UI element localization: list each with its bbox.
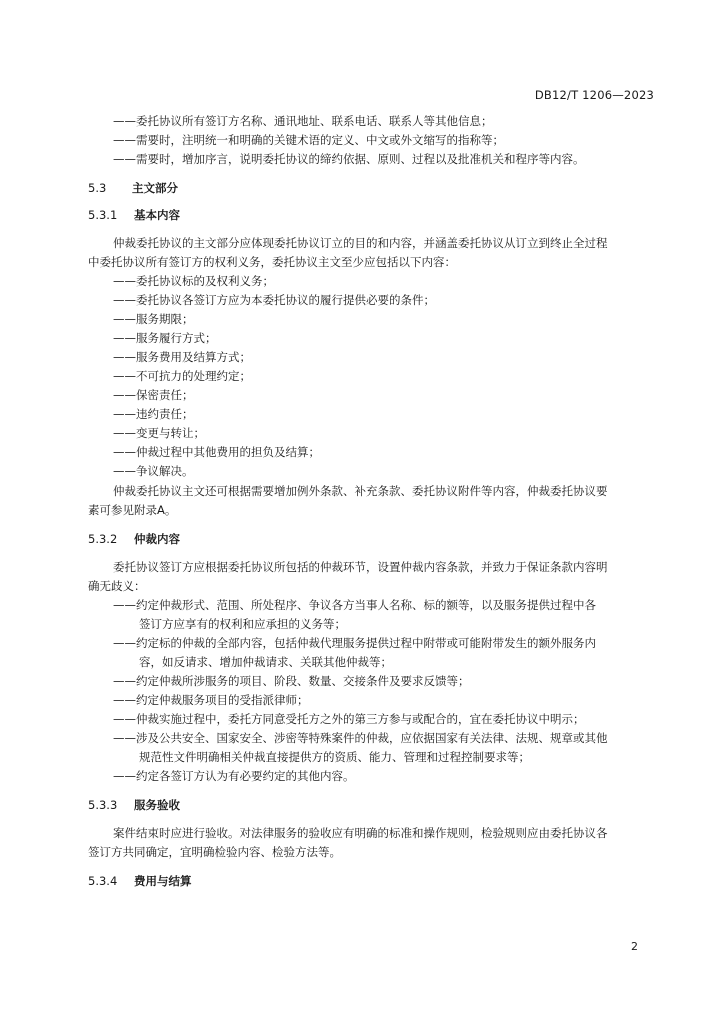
list-item: ——委托协议所有签订方名称、通讯地址、联系电话、联系人等其他信息；: [113, 114, 493, 128]
section-heading-5-3-3: [88, 797, 180, 813]
list-item: ——违约责任；: [113, 407, 194, 421]
paragraph-line: 仲裁委托协议主文还可根据需要增加例外条款、补充条款、委托协议附件等内容，仲裁委托协议要: [113, 484, 608, 498]
list-item: ——需要时，注明统一和明确的关键术语的定义、中文或外文缩写的指称等；: [113, 133, 504, 147]
list-item: ——仲裁过程中其他费用的担负及结算；: [113, 445, 320, 459]
paragraph-line: 委托协议签订方应根据委托协议所包括的仲裁环节，设置仲裁内容条款，并致力于保证条款内容明: [113, 560, 608, 574]
paragraph-line: 仲裁委托协议的主文部分应体现委托协议订立的目的和内容，并涵盖委托协议从订立到终止全过程: [113, 236, 608, 250]
list-item: ——仲裁实施过程中，委托方同意受托方之外的第三方参与或配合的，宜在委托协议中明示；: [113, 712, 585, 726]
list-item: ——服务费用及结算方式；: [113, 350, 251, 364]
section-heading-5-3-1: [88, 207, 180, 223]
list-item: ——服务期限；: [113, 312, 194, 326]
list-item: ——变更与转让；: [113, 426, 205, 440]
standard-code: DB12/T 1206—2023: [534, 88, 654, 102]
section-number: 5.3: [88, 181, 107, 195]
section-number: 5.3.3: [88, 798, 118, 812]
list-item: ——不可抗力的处理约定；: [113, 369, 251, 383]
list-item: ——服务履行方式；: [113, 331, 217, 345]
list-item: ——委托协议各签订方应为本委托协议的履行提供必要的条件；: [113, 293, 435, 307]
page-number: 2: [631, 940, 638, 953]
section-title: 服务验收: [134, 798, 180, 812]
section-title: 基本内容: [134, 208, 180, 222]
paragraph-line: 素可参见附录A。: [88, 503, 177, 517]
paragraph-line: 签订方共同确定，宜明确检验内容、检验方法等。: [88, 845, 341, 859]
paragraph-line: 案件结束时应进行验收。对法律服务的验收应有明确的标准和操作规则，检验规则应由委托协议各: [113, 826, 608, 840]
list-item: ——约定标的仲裁的全部内容，包括仲裁代理服务提供过程中附带或可能附带发生的额外服务内: [113, 636, 596, 650]
list-item: ——约定仲裁服务项目的受指派律师；: [113, 693, 309, 707]
paragraph-line: 确无歧义：: [88, 579, 146, 593]
list-item-continuation: 签订方应享有的权利和应承担的义务等；: [139, 617, 346, 631]
list-item: ——约定仲裁形式、范围、所处程序、争议各方当事人名称、标的额等，以及服务提供过程中各: [113, 598, 596, 612]
list-item-continuation: 容，如反请求、增加仲裁请求、关联其他仲裁等；: [139, 655, 392, 669]
list-item-continuation: 规范性文件明确相关仲裁直接提供方的资质、能力、管理和过程控制要求等；: [139, 750, 530, 764]
list-item: ——约定仲裁所涉服务的项目、阶段、数量、交接条件及要求反馈等；: [113, 674, 470, 688]
list-item: ——争议解决。: [113, 464, 194, 478]
section-heading-5-3-2: [88, 531, 180, 547]
list-item: ——保密责任；: [113, 388, 194, 402]
paragraph-line: 中委托协议所有签订方的权利义务，委托协议主文至少应包括以下内容：: [88, 255, 456, 269]
section-number: 5.3.4: [88, 874, 118, 888]
section-heading-5-3: [88, 180, 178, 196]
list-item: ——委托协议标的及权利义务；: [113, 274, 274, 288]
section-title: 仲裁内容: [134, 532, 180, 546]
section-heading-5-3-4: [88, 873, 192, 889]
section-title: 费用与结算: [134, 874, 192, 888]
section-number: 5.3.2: [88, 532, 118, 546]
section-number: 5.3.1: [88, 208, 118, 222]
list-item: ——约定各签订方认为有必要约定的其他内容。: [113, 769, 355, 783]
section-title: 主文部分: [132, 181, 178, 195]
list-item: ——需要时，增加序言，说明委托协议的缔约依据、原则、过程以及批准机关和程序等内容。: [113, 152, 585, 166]
list-item: ——涉及公共安全、国家安全、涉密等特殊案件的仲裁，应依据国家有关法律、法规、规章或其他: [113, 731, 608, 745]
